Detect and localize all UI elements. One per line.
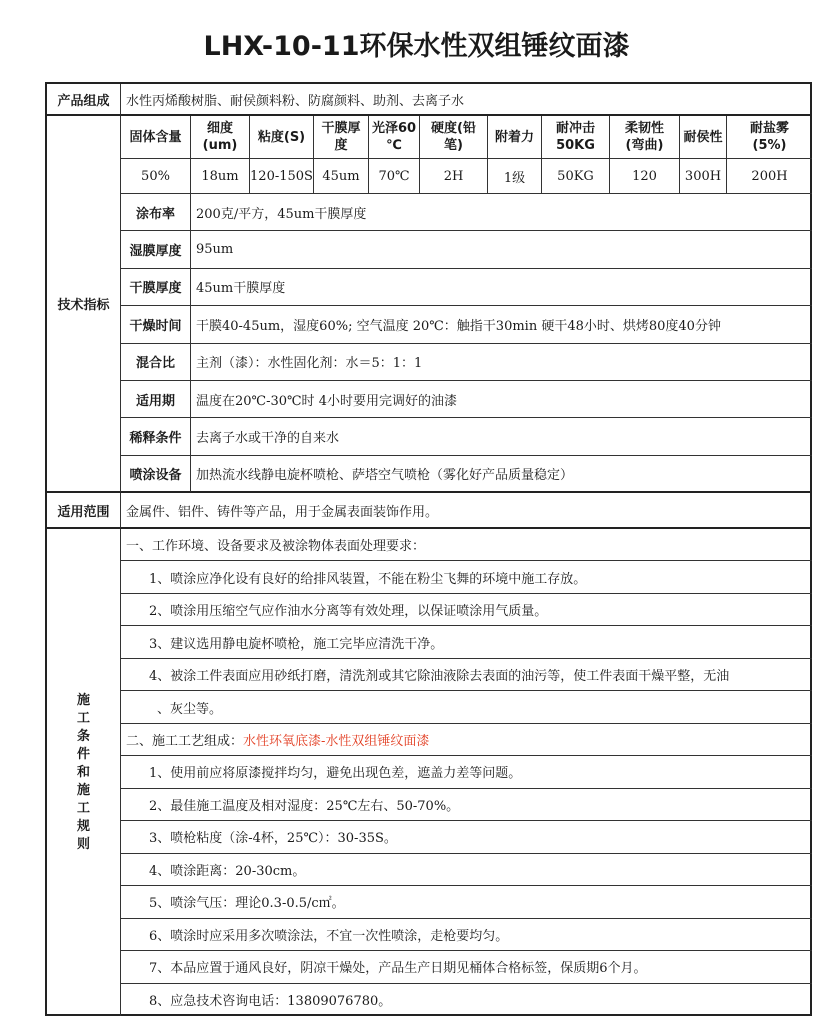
tech-value-0: 50% bbox=[121, 159, 191, 194]
tech-row-label-2: 干膜厚度 bbox=[121, 269, 191, 306]
scope-value: 金属件、铝件、铸件等产品，用于金属表面装饰作用。 bbox=[121, 493, 812, 529]
section-2-item: 3、喷枪粘度（涂-4杯，25℃）：30-35S。 bbox=[121, 821, 812, 853]
tech-header-2: 粘度(S) bbox=[250, 116, 314, 159]
document-title: LHX-10-11环保水性双组锤纹面漆 bbox=[203, 31, 630, 62]
section-2-item: 1、使用前应将原漆搅拌均匀，避免出现色差，遮盖力差等问题。 bbox=[121, 756, 812, 788]
construction-label-char: 和 bbox=[76, 764, 90, 780]
tech-value-7: 50KG bbox=[542, 159, 610, 194]
tech-row-label-0: 涂布率 bbox=[121, 194, 191, 231]
tech-row-label-4: 混合比 bbox=[121, 344, 191, 381]
tech-label: 技术指标 bbox=[47, 116, 121, 493]
tech-value-2: 120-150S bbox=[250, 159, 314, 194]
tech-header-8: 柔韧性 (弯曲) bbox=[610, 116, 680, 159]
tech-header-9: 耐侯性 bbox=[680, 116, 727, 159]
tech-header-1: 细度 (um) bbox=[191, 116, 250, 159]
section-2-item: 4、喷涂距离：20-30cm。 bbox=[121, 854, 812, 886]
tech-row-value-6: 去离子水或干净的自来水 bbox=[191, 418, 812, 455]
tech-value-6: 1级 bbox=[488, 159, 542, 194]
construction-label-char: 件 bbox=[76, 746, 90, 762]
section-2-item: 2、最佳施工温度及相对湿度：25℃左右、50-70%。 bbox=[121, 789, 812, 821]
tech-value-5: 2H bbox=[420, 159, 488, 194]
tech-row-value-4: 主剂（漆）：水性固化剂：水＝5：1：1 bbox=[191, 344, 812, 381]
tech-row-label-1: 湿膜厚度 bbox=[121, 231, 191, 268]
construction-label-char: 则 bbox=[76, 836, 90, 852]
construction-label-char: 工 bbox=[76, 710, 90, 726]
section-2-item: 7、本品应置于通风良好，阴凉干燥处，产品生产日期见桶体合格标签，保质期6个月。 bbox=[121, 951, 812, 983]
section-2-item: 5、喷涂气压：理论0.3-0.5/c㎡。 bbox=[121, 886, 812, 918]
scope-label: 适用范围 bbox=[47, 493, 121, 529]
tech-row-value-5: 温度在20℃-30℃时 4小时要用完调好的油漆 bbox=[191, 381, 812, 418]
tech-row-value-3: 干膜40-45um，湿度60%; 空气温度 20℃：触指干30min 硬干48小时、烘烤80度40分钟 bbox=[191, 306, 812, 343]
construction-label-char: 施 bbox=[76, 692, 90, 708]
section-2-highlight: 水性环氧底漆-水性双组锤纹面漆 bbox=[243, 734, 430, 750]
tech-header-7: 耐冲击 50KG bbox=[542, 116, 610, 159]
section-2-item: 6、喷涂时应采用多次喷涂法，不宜一次性喷涂，走枪要均匀。 bbox=[121, 919, 812, 951]
section-1-heading: 一、工作环境、设备要求及被涂物体表面处理要求： bbox=[121, 529, 812, 561]
section-1-item: 、灰尘等。 bbox=[121, 691, 812, 723]
tech-row-label-3: 干燥时间 bbox=[121, 306, 191, 343]
tech-header-4: 光泽60 ℃ bbox=[369, 116, 420, 159]
tech-value-8: 120 bbox=[610, 159, 680, 194]
composition-label: 产品组成 bbox=[47, 84, 121, 116]
construction-label-char: 工 bbox=[76, 800, 90, 816]
construction-label-char: 施 bbox=[76, 782, 90, 798]
section-1-item: 2、喷涂用压缩空气应作油水分离等有效处理，以保证喷涂用气质量。 bbox=[121, 594, 812, 626]
composition-value: 水性丙烯酸树脂、耐侯颜料粉、防腐颜料、助剂、去离子水 bbox=[121, 84, 812, 116]
tech-row-value-1: 95um bbox=[191, 231, 812, 268]
construction-label-char: 条 bbox=[76, 728, 90, 744]
tech-row-value-2: 45um干膜厚度 bbox=[191, 269, 812, 306]
tech-header-0: 固体含量 bbox=[121, 116, 191, 159]
tech-row-value-0: 200克/平方，45um干膜厚度 bbox=[191, 194, 812, 231]
spec-sheet bbox=[45, 82, 812, 1016]
construction-label bbox=[47, 529, 121, 1016]
section-2-prefix: 二、施工工艺组成： bbox=[126, 734, 244, 750]
tech-row-label-7: 喷涂设备 bbox=[121, 456, 191, 493]
tech-value-10: 200H bbox=[727, 159, 812, 194]
construction-label-char: 规 bbox=[76, 818, 90, 834]
tech-value-4: 70℃ bbox=[369, 159, 420, 194]
tech-header-6: 附着力 bbox=[488, 116, 542, 159]
section-2-item: 8、应急技术咨询电话：13809076780。 bbox=[149, 994, 392, 1010]
section-1-item: 4、被涂工件表面应用砂纸打磨，清洗剂或其它除油液除去表面的油污等，使工件表面干燥平整，无油 bbox=[121, 659, 812, 691]
tech-header-3: 干膜厚 度 bbox=[314, 116, 369, 159]
tech-value-3: 45um bbox=[314, 159, 369, 194]
section-1-item: 3、建议选用静电旋杯喷枪，施工完毕应清洗干净。 bbox=[121, 626, 812, 658]
tech-header-10: 耐盐雾 (5%) bbox=[727, 116, 812, 159]
tech-value-1: 18um bbox=[191, 159, 250, 194]
tech-row-value-7: 加热流水线静电旋杯喷枪、萨塔空气喷枪（雾化好产品质量稳定） bbox=[191, 456, 812, 493]
section-2-heading bbox=[121, 724, 812, 756]
tech-header-5: 硬度(铅 笔) bbox=[420, 116, 488, 159]
tech-row-label-5: 适用期 bbox=[121, 381, 191, 418]
section-1-item: 1、喷涂应净化设有良好的给排风装置，不能在粉尘飞舞的环境中施工存放。 bbox=[121, 561, 812, 593]
tech-row-label-6: 稀释条件 bbox=[121, 418, 191, 455]
tech-value-9: 300H bbox=[680, 159, 727, 194]
